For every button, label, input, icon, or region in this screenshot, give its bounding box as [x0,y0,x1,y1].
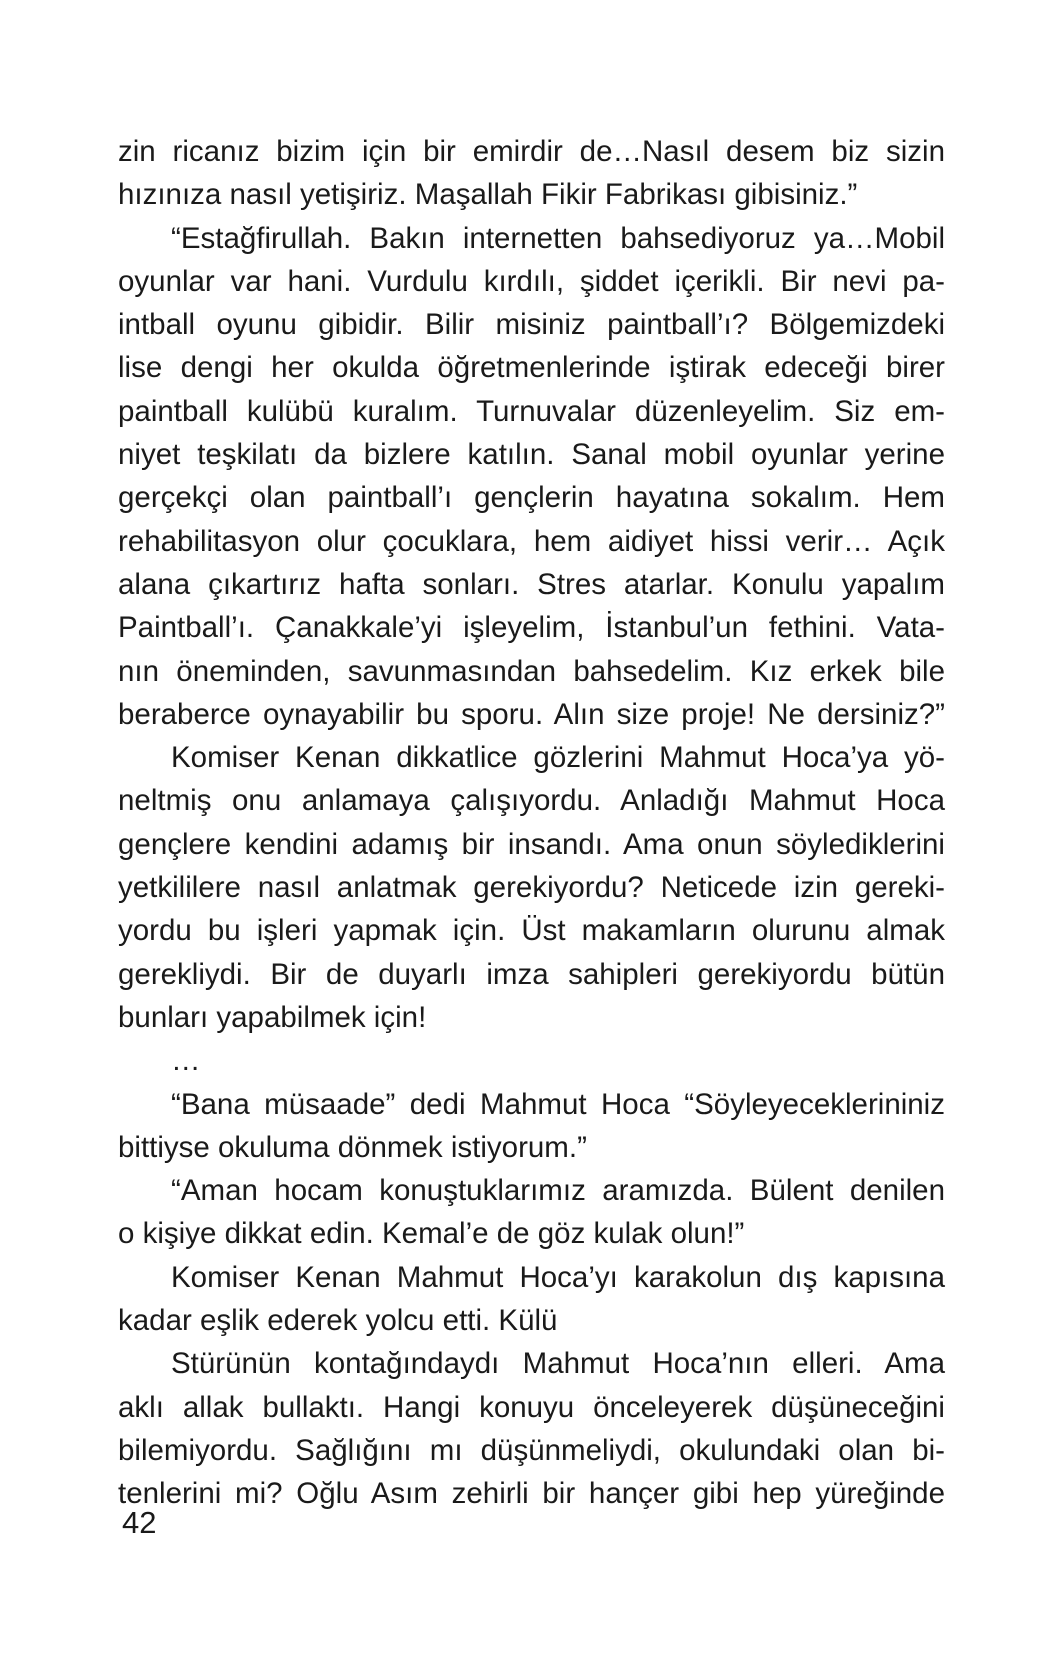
text-line: Paintball’ı. Çanakkale’yi işleyelim, İstanbul’un fethini. Vata- [118,611,945,645]
text-line: alana çıkartırız hafta sonları. Stres atarlar. Konulu yapalım [118,567,945,601]
text-line: niyet teşkilatı da bizlere katılın. Sanal mobil oyunlar yerine [118,438,945,472]
text-line: paintball kulübü kuralım. Turnuvalar düzenleyelim. Siz em- [118,394,945,428]
text-line: “Aman hocam konuştuklarımız aramızda. Bülent denilen [171,1174,945,1208]
page-number: 42 [122,1505,157,1540]
text-line: Stürünün kontağındaydı Mahmut Hoca’nın elleri. Ama [171,1347,945,1381]
text-line: gerçekçi olan paintball’ı gençlerin hayatına sokalım. Hem [118,481,945,515]
text-line: “Estağfirullah. Bakın internetten bahsediyoruz ya…Mobil [171,221,945,255]
text-line: aklı allak bullaktı. Hangi konuyu önceleyerek düşüneceğini [118,1390,945,1424]
text-line: yetkililere nasıl anlatmak gerekiyordu? Neticede izin gereki- [118,871,945,905]
text-line: bilemiyordu. Sağlığını mı düşünmeliydi, okulundaki olan bi- [118,1433,945,1467]
text-line: gerekliydi. Bir de duyarlı imza sahipleri gerekiyordu bütün [118,957,945,991]
text-line: rehabilitasyon olur çocuklara, hem aidiyet hissi verir… Açık [118,524,945,558]
text-line: o kişiye dikkat edin. Kemal’e de göz kulak olun!” [118,1217,745,1251]
text-line: zin ricanız bizim için bir emirdir de…Nasıl desem biz sizin [118,135,945,168]
text-line: lise dengi her okulda öğretmenlerinde iştirak edeceği birer [118,351,945,385]
text-line: yordu bu işleri yapmak için. Üst makamların olurunu almak [118,914,945,948]
text-line: oyunlar var hani. Vurdulu kırdılı, şiddet içerikli. Bir nevi pa- [118,264,945,298]
text-line: nın öneminden, savunmasından bahsedelim. Kız erkek bile [118,654,945,688]
text-line: hızınıza nasıl yetişiriz. Maşallah Fikir Fabrikası gibisiniz.” [118,178,858,212]
text-line: “Bana müsaade” dedi Mahmut Hoca “Söyleyeceklerininiz [171,1087,945,1121]
text-line: gençlere kendini adamış bir insandı. Ama onun söylediklerini [118,827,945,861]
text-line: neltmiş onu anlamaya çalışıyordu. Anladığı Mahmut Hoca [118,784,945,818]
text-line: tenlerini mi? Oğlu Asım zehirli bir hançer gibi hep yüreğinde [118,1477,945,1511]
text-line: intball oyunu gibidir. Bilir misiniz paintball’ı? Bölgemizdeki [118,308,945,342]
text-line: bittiyse okuluma dönmek istiyorum.” [118,1130,587,1164]
body-text [118,130,945,1516]
text-line: beraberce oynayabilir bu sporu. Alın size proje! Ne dersiniz?” [118,697,945,731]
text-line: Komiser Kenan dikkatlice gözlerini Mahmut Hoca’ya yö- [171,741,945,775]
text-line: bunları yapabilmek için! [118,1000,427,1034]
text-line: kadar eşlik ederek yolcu etti. Külü [118,1304,558,1338]
text-line: Komiser Kenan Mahmut Hoca’yı karakolun dış kapısına [171,1260,945,1294]
text-line: … [171,1044,201,1078]
